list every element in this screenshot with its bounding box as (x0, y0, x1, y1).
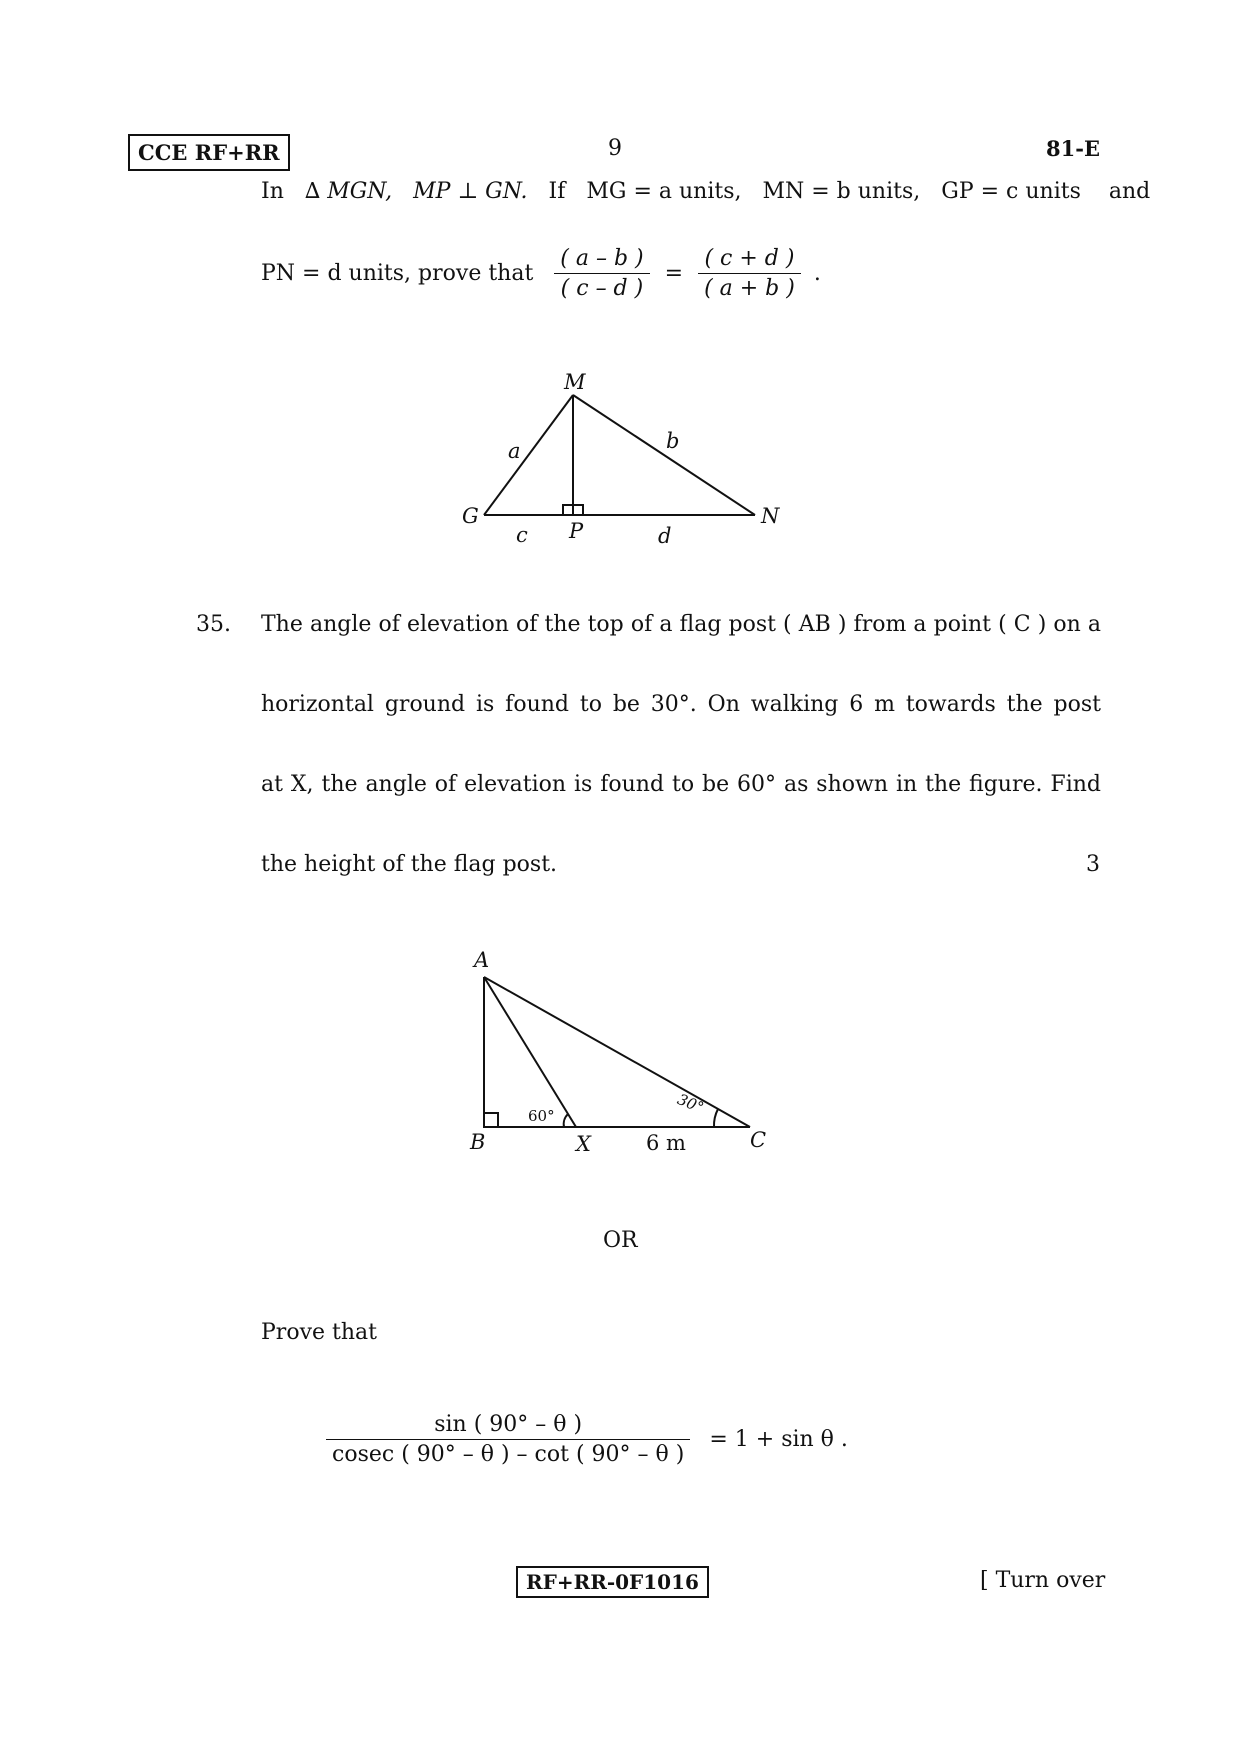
q34-rhs-fraction (698, 246, 801, 301)
trig-identity (326, 1412, 848, 1467)
label-b: b (666, 429, 680, 453)
q34-line1 (261, 179, 1151, 204)
label-c-point: C (750, 1128, 767, 1152)
trig-denominator: cosec ( 90° – θ ) – cot ( 90° – θ ) (332, 1442, 685, 1467)
q34-in: In (261, 179, 284, 204)
q34-equals: = (664, 261, 684, 286)
prove-that: Prove that (261, 1320, 377, 1345)
q34-if: If (548, 179, 566, 204)
q34-lhs-fraction (554, 246, 649, 301)
q34-mg: MG = a units, (586, 179, 742, 204)
q34-line2 (261, 246, 821, 301)
label-p: P (569, 519, 584, 543)
arc-60 (564, 1114, 568, 1127)
q35-line3: at X, the angle of elevation is found to be 60° as shown in the figure. Find (261, 772, 1101, 797)
label-c: c (516, 523, 528, 547)
page-number: 9 (608, 136, 622, 161)
q34-period: . (813, 261, 821, 286)
q35-marks: 3 (1086, 852, 1100, 877)
or-label: OR (603, 1228, 638, 1253)
q34-perp: MP ⊥ GN. (413, 179, 528, 204)
q34-lhs-numerator: ( a – b ) (554, 246, 649, 274)
label-a: a (508, 439, 521, 463)
header-code-box: CCE RF+RR (128, 134, 290, 171)
trig-fraction (326, 1412, 690, 1467)
trig-rhs: = 1 + sin θ . (709, 1427, 848, 1452)
q34-line2-prefix: PN = d units, prove that (261, 261, 534, 286)
label-b-point: B (470, 1130, 486, 1154)
angle-30-label: 30° (674, 1090, 707, 1117)
side-mg (484, 395, 573, 515)
q35-number: 35. (196, 612, 231, 637)
q35-line2: horizontal ground is found to be 30°. On walking 6 m towards the post (261, 692, 1101, 717)
q34-gp: GP = c units (941, 179, 1081, 204)
right-angle-b (484, 1113, 498, 1127)
arc-30 (714, 1109, 718, 1127)
q34-lhs-denominator: ( c – d ) (560, 276, 644, 301)
q34-triangle: ∆ MGN, (304, 179, 393, 204)
label-d: d (658, 524, 672, 548)
triangle-mgn-figure (440, 360, 800, 560)
angle-60-label: 60° (528, 1107, 555, 1125)
line-ax (484, 977, 576, 1127)
q35-line1: The angle of elevation of the top of a flag post ( AB ) from a point ( C ) on a (261, 612, 1101, 637)
label-a-point: A (474, 948, 490, 972)
label-g: G (462, 504, 479, 528)
label-m: M (564, 370, 586, 394)
line-ac (484, 977, 750, 1127)
turn-over: [ Turn over (980, 1568, 1106, 1593)
q35-line4: the height of the flag post. (261, 852, 558, 877)
trig-numerator: sin ( 90° – θ ) (326, 1412, 690, 1440)
label-n: N (761, 504, 780, 528)
q34-mn: MN = b units, (762, 179, 921, 204)
q34-rhs-denominator: ( a + b ) (704, 276, 795, 301)
distance-label: 6 m (646, 1131, 686, 1155)
side-mn (573, 395, 755, 515)
label-x-point: X (576, 1132, 591, 1156)
q34-rhs-numerator: ( c + d ) (698, 246, 801, 274)
paper-code: 81-E (1046, 136, 1100, 161)
flag-post-figure (460, 945, 800, 1165)
footer-code-box: RF+RR-0F1016 (516, 1566, 709, 1598)
q34-and: and (1108, 179, 1151, 204)
